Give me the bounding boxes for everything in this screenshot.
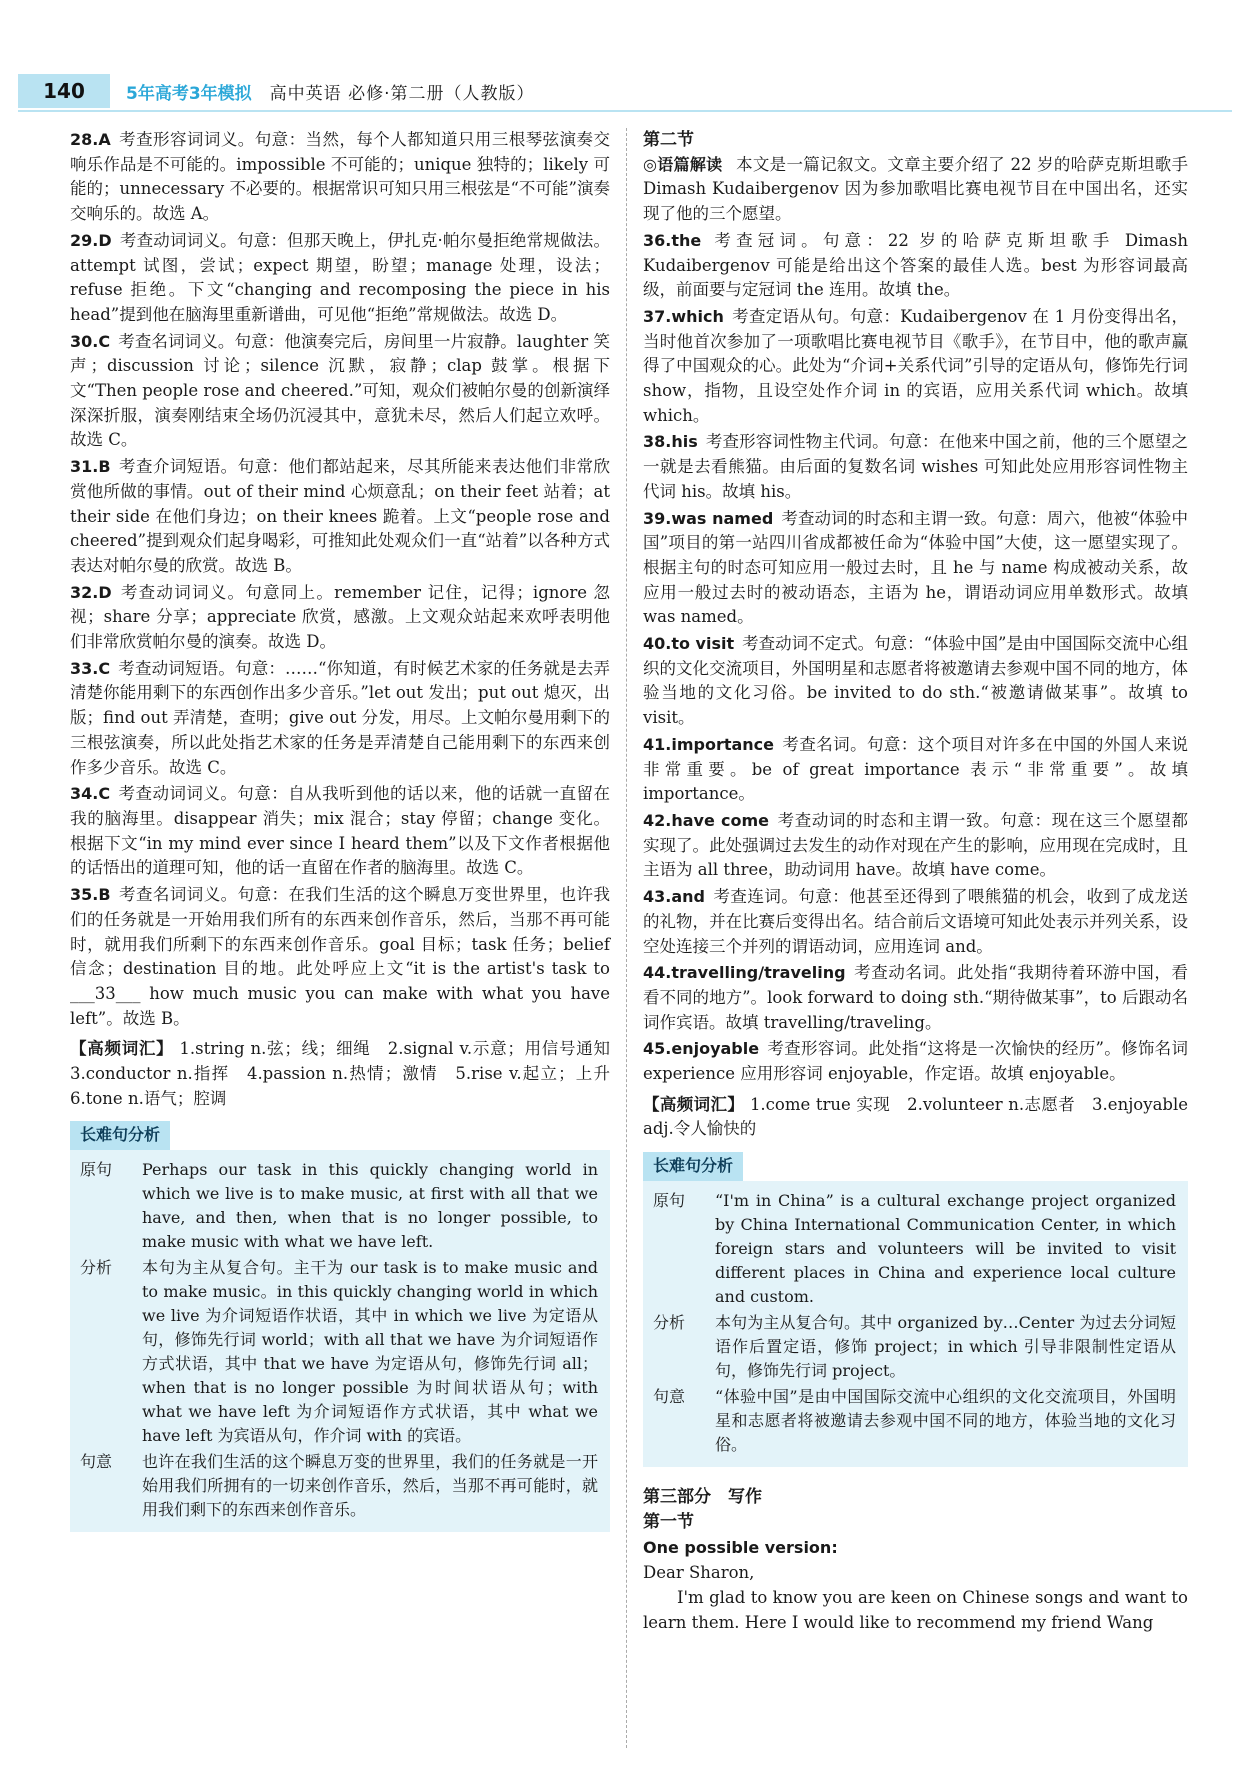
answer-number: 32.D xyxy=(70,582,112,602)
answer-item xyxy=(70,330,610,454)
analysis-label: 原句 xyxy=(80,1160,113,1180)
answer-explanation: 考查动词短语。句意：……“你知道，有时候艺术家的任务就是去弄清楚你能用剩下的东西创作出多少音乐。”let out 发出；put out 熄灭，出版；find out 弄清楚，查明；give out 分发，用尽。上文帕尔曼用剩下的三根弦演奏，所以此处指艺术家的任务是弄清楚自己能用剩下的东西来创作多少音乐。故选 C。 xyxy=(70,658,610,777)
answer-explanation: 考查定语从句。句意：Kudaibergenov 在 1 月份变得出名，当时他首次参加了一项歌唱比赛电视节目《歌手》，在节目中，他的歌声赢得了中国观众的心。此处为“介词+关系代词”引导的定语从句，修饰先行词 show，指物，且设空处作介词 in 的宾语，应用关系代词 which。故填 which。 xyxy=(643,306,1188,425)
answer-item xyxy=(70,455,610,579)
answer-number: 39.was named xyxy=(643,508,774,528)
answer-explanation: 考查形容词词义。句意：当然，每个人都知道只用三根琴弦演奏交响乐作品是不可能的。impossible 不可能的；unique 独特的；likely 可能的；unnecessary 不必要的。根据常识可知只用三根弦是“不可能”演奏交响乐的。故选 A。 xyxy=(70,130,610,224)
vocab-text: 1.string n.弦；线；细绳 2.signal v.示意；用信号通知 3.conductor n.指挥 4.passion n.热情；激情 5.rise v.起立；上升 6.tone n.语气；腔调 xyxy=(70,1039,627,1108)
answer-item xyxy=(70,657,610,781)
answer-explanation: 考查动词的时态和主谓一致。句意：周六，他被“体验中国”项目的第一站四川省成都被任命为“体验中国”大使，这一愿望实现了。根据主句的时态可知应用一般过去时，且 he 与 name 构成被动关系，故应用一般过去时的被动语态，主语为 he，谓语动词应用单数形式。故填 was named。 xyxy=(643,508,1189,627)
vocab-label: 【高频词汇】 xyxy=(643,1094,745,1114)
analysis-label: 分析 xyxy=(80,1258,113,1278)
answer-explanation: 考查冠词。句意：22 岁的哈萨克斯坦歌手 Dimash Kudaibergenov 可能是给出这个答案的最佳人选。best 为形容词最高级，前面要与定冠词 the 连用。故填 the。 xyxy=(643,230,1188,300)
answer-item xyxy=(643,961,1188,1035)
answer-number: 36.the xyxy=(643,230,702,250)
answer-item xyxy=(70,128,610,227)
left-answer-list xyxy=(70,128,610,1031)
answer-number: 34.C xyxy=(70,784,111,804)
analysis-row xyxy=(653,1311,1176,1383)
answer-explanation: 考查名词词义。句意：在我们生活的这个瞬息万变世界里，也许我们的任务就是一开始用我们所有的东西来创作音乐，然后，当那不再可能时，就用我们所剩下的东西来创作音乐。goal 目标；task 任务；belief 信念；destination 目的地。此处呼应上文“it is the artist's task to ___33___ how much music you can make with what you have left”。故选 B。 xyxy=(70,885,610,1028)
writing-section xyxy=(643,1485,1188,1635)
answer-item xyxy=(643,885,1188,959)
left-vocab xyxy=(70,1037,627,1111)
reading-summary xyxy=(643,153,1188,227)
answer-number: 44.travelling/traveling xyxy=(643,963,846,983)
section-heading: 第一节 xyxy=(643,1511,694,1532)
part-heading: 第三部分 写作 xyxy=(643,1486,762,1507)
analysis-label: 句意 xyxy=(653,1386,686,1406)
answer-item xyxy=(643,809,1188,883)
answer-item xyxy=(643,507,1188,631)
answer-item xyxy=(70,581,610,655)
analysis-text: “体验中国”是由中国国际交流中心组织的文化交流项目，外国明星和志愿者将被邀请去参观中国不同的地方，体验当地的文化习俗。 xyxy=(715,1386,1176,1454)
long-sentence-box xyxy=(643,1181,1188,1467)
right-vocab xyxy=(643,1093,1188,1142)
answer-number: 40.to visit xyxy=(643,634,735,654)
answer-item xyxy=(643,430,1188,504)
answer-item xyxy=(70,883,610,1031)
vocab-text: 1.come true 实现 2.volunteer n.志愿者 3.enjoyable adj.令人愉快的 xyxy=(643,1094,1189,1139)
essay-greeting: Dear Sharon, xyxy=(643,1562,755,1582)
long-sentence-box xyxy=(70,1150,610,1532)
analysis-row xyxy=(80,1450,598,1522)
analysis-text: 本句为主从复合句。其中 organized by…Center 为过去分词短语作后置定语，修饰 project；in which 引导非限制性定语从句，修饰先行词 project。 xyxy=(715,1312,1176,1380)
analysis-text: “I'm in China” is a cultural exchange project organized by China International Communication Center, in which foreign stars and volunteers will be invited to visit different places in China and experience local culture and custom. xyxy=(715,1190,1176,1306)
analysis-row xyxy=(653,1189,1176,1309)
long-sentence-heading: 长难句分析 xyxy=(70,1121,170,1150)
right-column xyxy=(643,128,1188,1635)
vocab-label: 【高频词汇】 xyxy=(70,1039,174,1059)
answer-number: 33.C xyxy=(70,658,111,678)
left-column xyxy=(70,128,627,1532)
analysis-text: 也许在我们生活的这个瞬息万变的世界里，我们的任务就是一开始用我们所拥有的一切来创作音乐，然后，当那不再可能时，就用我们剩下的东西来创作音乐。 xyxy=(142,1452,598,1520)
analysis-row xyxy=(80,1256,598,1448)
answer-explanation: 考查名词词义。句意：他演奏完后，房间里一片寂静。laughter 笑声；discussion 讨论；silence 沉默，寂静；clap 鼓掌。根据下文“Then people rose and cheered.”可知，观众们被帕尔曼的创新演绎深深折服，演奏刚结束全场仍沉浸其中，意犹未尽，然后人们起立欢呼。故选 C。 xyxy=(70,331,610,450)
reading-text: 本文是一篇记叙文。文章主要介绍了 22 岁的哈萨克斯坦歌手 Dimash Kudaibergenov 因为参加歌唱比赛电视节目在中国出名，还实现了他的三个愿望。 xyxy=(643,154,1188,224)
section-heading: 第二节 xyxy=(643,130,694,150)
answer-item xyxy=(643,733,1188,807)
analysis-label: 分析 xyxy=(653,1312,686,1332)
answer-explanation: 考查连词。句意：他甚至还得到了喂熊猫的机会，收到了成龙送的礼物，并在比赛后变得出名。结合前后文语境可知此处表示并列关系，设空处连接三个并列的谓语动词，应用连词 and。 xyxy=(643,887,1188,956)
analysis-row xyxy=(80,1158,598,1254)
analysis-text: 本句为主从复合句。主干为 our task is to make music and to make music。in this quickly changing world in which we live 为介词短语作状语，其中 in which we live 为定语从句，修饰先行词 world；with all that we have 为介词短语作方式状语，其中 that we have 为定语从句，修饰先行词 all；when that is no longer possible 为时间状语从句；with what we have left 为介词短语作方式状语，其中 what we have left 为宾语从句，作介词 with 的宾语。 xyxy=(142,1258,598,1446)
book-title: 高中英语 必修·第二册（人教版） xyxy=(269,83,535,104)
right-answer-list xyxy=(643,229,1188,1087)
answer-explanation: 考查动词词义。句意同上。remember 记住，记得；ignore 忽视；share 分享；appreciate 欣赏，感激。上文观众站起来欢呼表明他们非常欣赏帕尔曼的演奏。故选 D。 xyxy=(70,582,610,652)
answer-number: 42.have come xyxy=(643,810,770,830)
answer-number: 29.D xyxy=(70,230,112,250)
answer-item xyxy=(70,229,610,328)
answer-number: 30.C xyxy=(70,331,111,351)
answer-explanation: 考查形容词。此处指“这将是一次愉快的经历”。修饰名词 experience 应用形容词 enjoyable，作定语。故填 enjoyable。 xyxy=(643,1039,1188,1084)
answer-number: 31.B xyxy=(70,457,111,477)
answer-item xyxy=(643,1037,1188,1086)
answer-explanation: 考查动词词义。句意：但那天晚上，伊扎克·帕尔曼拒绝常规做法。attempt 试图，尝试；expect 期望，盼望；manage 处理，设法；refuse 拒绝。下文“changing and recomposing the piece in his head”提到他在脑海里重新谱曲，可见他“拒绝”常规做法。故选 D。 xyxy=(70,230,610,324)
page-header xyxy=(18,72,1232,110)
brand-title: 5年高考3年模拟 xyxy=(126,83,252,104)
answer-number: 37.which xyxy=(643,306,724,326)
answer-number: 28.A xyxy=(70,130,111,149)
answer-item xyxy=(70,782,610,881)
answer-number: 43.and xyxy=(643,887,705,907)
header-rule xyxy=(18,110,1232,112)
long-sentence-heading: 长难句分析 xyxy=(643,1152,743,1181)
version-label: One possible version: xyxy=(643,1537,838,1557)
answer-explanation: 考查动词的时态和主谓一致。句意：现在这三个愿望都实现了。此处强调过去发生的动作对现在产生的影响，应用现在完成时，且主语为 all three，助动词用 have。故填 have come。 xyxy=(643,810,1189,880)
page-number: 140 xyxy=(18,74,110,108)
answer-number: 35.B xyxy=(70,885,111,905)
answer-explanation: 考查介词短语。句意：他们都站起来，尽其所能来表达他们非常欣赏他所做的事情。out of their mind 心烦意乱；on their feet 站着；at their side 在他们身边；on their knees 跪着。上文“people rose and cheered”提到观众们起身喝彩，可推知此处观众们一直“站着”以各种方式表达对帕尔曼的欣赏。故选 B。 xyxy=(70,457,610,575)
analysis-text: Perhaps our task in this quickly changing world in which we live is to make music, at first with all that we have, and then, when that is no longer possible, to make music with what we have left. xyxy=(142,1160,598,1252)
answer-item xyxy=(643,229,1188,303)
reading-label: ◎语篇解读 xyxy=(643,154,723,174)
answer-number: 41.importance xyxy=(643,734,775,754)
essay-text: I'm glad to know you are keen on Chinese songs and want to learn them. Here I would like to recommend my friend Wang xyxy=(643,1587,1188,1632)
answer-explanation: 考查形容词性物主代词。句意：在他来中国之前，他的三个愿望之一就是去看熊猫。由后面的复数名词 wishes 可知此处应用形容词性物主代词 his。故填 his。 xyxy=(643,432,1188,501)
answer-number: 45.enjoyable xyxy=(643,1039,760,1059)
answer-explanation: 考查名词。句意：这个项目对许多在中国的外国人来说非常重要。be of great importance 表示“非常重要”。故填 importance。 xyxy=(643,734,1188,804)
analysis-label: 原句 xyxy=(653,1190,686,1210)
answer-item xyxy=(643,632,1188,731)
answer-explanation: 考查动词不定式。句意：“体验中国”是由中国国际交流中心组织的文化交流项目，外国明星和志愿者将被邀请去参观中国不同的地方，体验当地的文化习俗。be invited to do sth.“被邀请做某事”。故填 to visit。 xyxy=(643,634,1188,728)
answer-item xyxy=(643,305,1188,429)
analysis-label: 句意 xyxy=(80,1452,113,1472)
analysis-row xyxy=(653,1385,1176,1457)
answer-explanation: 考查动词词义。句意：自从我听到他的话以来，他的话就一直留在我的脑海里。disappear 消失；mix 混合；stay 停留；change 变化。根据下文“in my mind ever since I heard them”以及下文作者根据他的话悟出的道理可知，他的话一直留在作者的脑海里。故选 C。 xyxy=(70,784,610,878)
column-divider xyxy=(626,128,627,1748)
answer-explanation: 考查动名词。此处指“我期待着环游中国，看看不同的地方”。look forward to doing sth.“期待做某事”，to 后跟动名词作宾语。故填 travelling/traveling。 xyxy=(643,963,1188,1032)
answer-number: 38.his xyxy=(643,432,698,452)
